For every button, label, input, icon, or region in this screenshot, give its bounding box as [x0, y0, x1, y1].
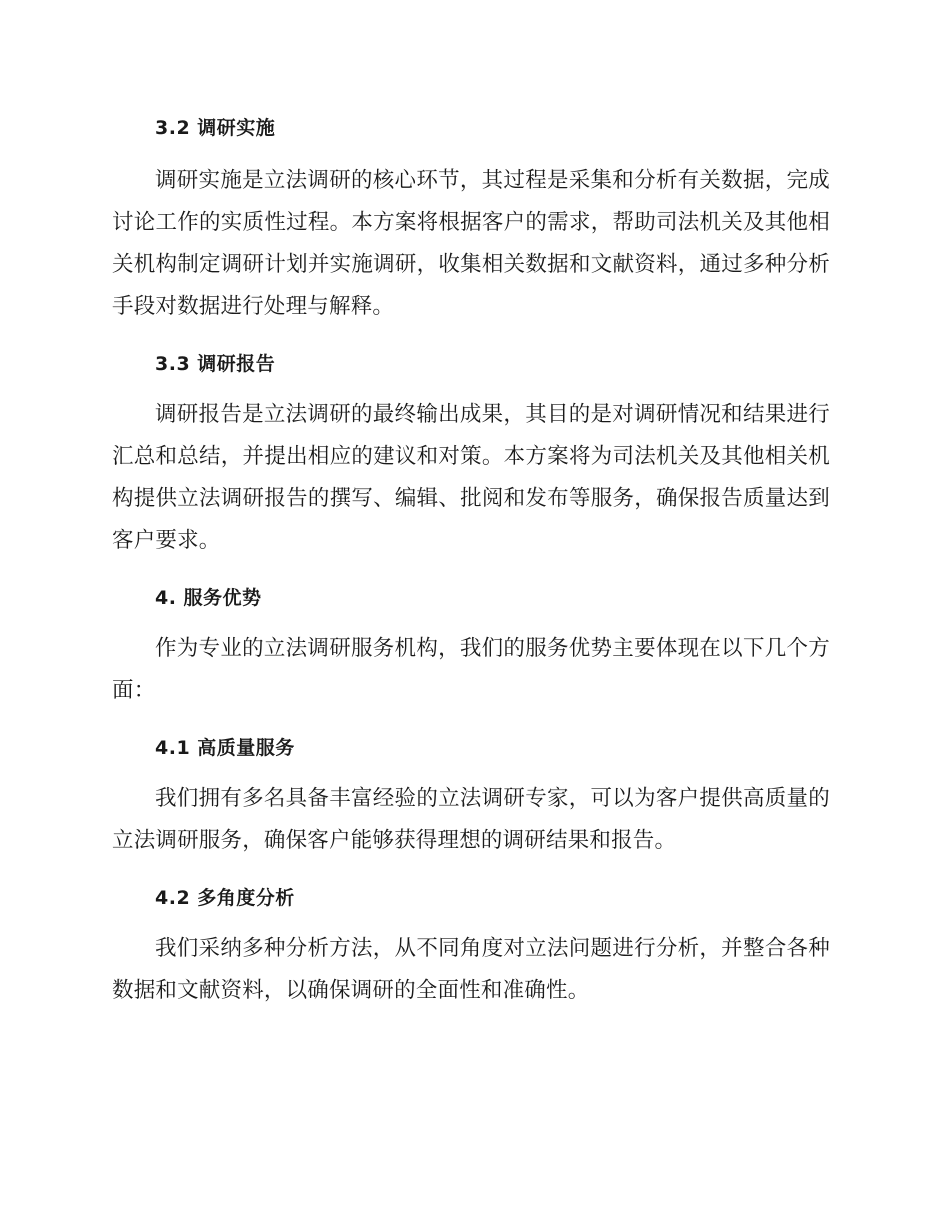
section-heading-4-2: 4.2 多角度分析: [155, 887, 295, 909]
section-heading-4-1: 4.1 高质量服务: [155, 737, 295, 759]
section-paragraph-4: 作为专业的立法调研服务机构，我们的服务优势主要体现在以下几个方面：: [112, 636, 830, 703]
section-paragraph-4-1: 我们拥有多名具备丰富经验的立法调研专家，可以为客户提供高质量的立法调研服务，确保客户能够获得理想的调研结果和报告。: [112, 786, 830, 853]
section-paragraph-3-2: 调研实施是立法调研的核心环节，其过程是采集和分析有关数据，完成讨论工作的实质性过程。本方案将根据客户的需求，帮助司法机关及其他相关机构制定调研计划并实施调研，收集相关数据和文献资料，通过多种分析手段对数据进行处理与解释。: [112, 168, 830, 319]
section-heading-3-2: 3.2 调研实施: [155, 117, 276, 139]
section-heading-4: 4. 服务优势: [155, 587, 262, 609]
document-body: [112, 108, 830, 1028]
section-paragraph-3-3: 调研报告是立法调研的最终输出成果，其目的是对调研情况和结果进行汇总和总结，并提出相应的建议和对策。本方案将为司法机关及其他相关机构提供立法调研报告的撰写、编辑、批阅和发布等服务，确保报告质量达到客户要求。: [112, 402, 830, 553]
section-heading-3-3: 3.3 调研报告: [155, 353, 276, 375]
section-paragraph-4-2: 我们采纳多种分析方法，从不同角度对立法问题进行分析，并整合各种数据和文献资料，以确保调研的全面性和准确性。: [112, 936, 830, 1003]
